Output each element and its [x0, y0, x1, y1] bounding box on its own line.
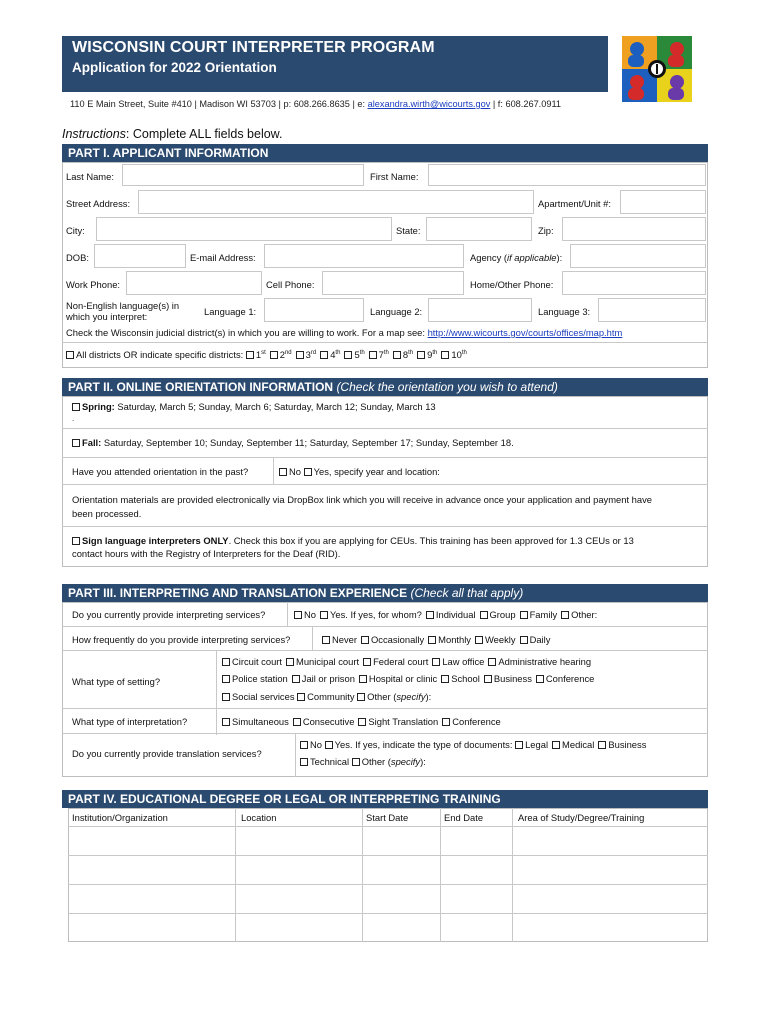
first-name-label: First Name:	[370, 171, 419, 182]
apartment-label: Apartment/Unit #:	[538, 198, 611, 209]
district-option[interactable]: 5th	[344, 349, 364, 360]
q-interpreting-services: Do you currently provide interpreting services?	[72, 609, 266, 620]
checkbox[interactable]	[441, 675, 449, 683]
interpreter-program-logo	[622, 36, 692, 102]
all-districts-checkbox[interactable]	[66, 351, 74, 359]
district-checkbox[interactable]	[369, 351, 377, 359]
district-instruction: Check the Wisconsin judicial district(s) in which you are willing to work. For a map see: http://www.wicourts.gov/courts/offices/map.htm	[66, 327, 623, 338]
district-checkbox[interactable]	[417, 351, 425, 359]
divider	[62, 708, 708, 709]
language1-label: Language 1:	[204, 306, 257, 317]
setting-option[interactable]: Administrative hearing	[488, 656, 591, 667]
fall-checkbox[interactable]	[72, 439, 80, 447]
document-type-option[interactable]: Business	[598, 739, 646, 750]
attended-options: No Yes, specify year and location:	[279, 466, 440, 477]
q-translation-services: Do you currently provide translation services?	[72, 748, 262, 759]
divider	[287, 602, 288, 626]
q-frequency-options	[322, 634, 554, 645]
translation-type-checkbox[interactable]	[352, 758, 360, 766]
materials-note-1: Orientation materials are provided electronically via DropBox link which you will receive in advance once your application and payment have	[72, 494, 652, 505]
frequency-option[interactable]: Never	[322, 634, 357, 645]
attended-yes-checkbox[interactable]	[304, 468, 312, 476]
instructions: Instructions: Complete ALL fields below.	[62, 127, 283, 141]
setting-option[interactable]: Conference	[536, 673, 594, 684]
checkbox[interactable]	[484, 675, 492, 683]
district-option[interactable]: 3rd	[296, 349, 317, 360]
q-frequency: How frequently do you provide interpreting services?	[72, 634, 291, 645]
district-map-link[interactable]: http://www.wicourts.gov/courts/offices/map.htm	[427, 327, 623, 338]
interpretation-type-option[interactable]: Consecutive	[293, 716, 355, 727]
form-subtitle: Application for 2022 Orientation	[72, 60, 277, 75]
interpreting-services-option[interactable]: Family	[520, 609, 558, 620]
divider	[62, 428, 708, 429]
divider	[62, 526, 708, 527]
sign-language-checkbox[interactable]	[72, 537, 80, 545]
divider	[62, 457, 708, 458]
district-checkbox[interactable]	[270, 351, 278, 359]
dob-field[interactable]	[94, 244, 186, 268]
interpreting-services-option[interactable]: No	[294, 609, 316, 620]
setting-option[interactable]: Jail or prison	[292, 673, 355, 684]
column-header: Location	[241, 812, 277, 823]
translation-yes-checkbox[interactable]	[325, 741, 333, 749]
interpreting-services-option[interactable]: Individual	[426, 609, 476, 620]
district-option[interactable]: 2nd	[270, 349, 292, 360]
header-banner	[62, 36, 608, 92]
checkbox[interactable]	[520, 611, 528, 619]
checkbox[interactable]	[426, 611, 434, 619]
street-address-field[interactable]	[138, 190, 534, 214]
last-name-label: Last Name:	[66, 171, 114, 182]
checkbox[interactable]	[222, 675, 230, 683]
language1-field[interactable]	[264, 298, 364, 322]
interpretation-type-option[interactable]: Sight Translation	[358, 716, 438, 727]
checkbox[interactable]	[286, 658, 294, 666]
district-checkbox[interactable]	[296, 351, 304, 359]
frequency-option[interactable]: Weekly	[475, 634, 516, 645]
q-interpretation-type-options	[222, 716, 505, 727]
q-setting-options-row1	[222, 656, 595, 667]
divider	[295, 733, 296, 777]
document-type-option[interactable]: Medical	[552, 739, 594, 750]
fall-option: Fall: Saturday, September 10; Sunday, September 11; Saturday, September 17; Sunday, September 18.	[72, 437, 514, 448]
district-checkboxes: All districts OR indicate specific districts: 1st 2nd 3rd 4th 5th 7th 8th 9th 10th	[66, 349, 471, 360]
checkbox[interactable]	[428, 636, 436, 644]
frequency-option[interactable]: Daily	[520, 634, 551, 645]
email-field[interactable]	[264, 244, 464, 268]
zip-field[interactable]	[562, 217, 706, 241]
translation-type-checkbox[interactable]	[300, 758, 308, 766]
district-option[interactable]: 9th	[417, 349, 437, 360]
q-translation-options-row2: Technical Other (specify):	[300, 756, 426, 767]
divider	[62, 626, 708, 627]
setting-option[interactable]: Police station	[222, 673, 288, 684]
divider	[68, 855, 708, 856]
checkbox[interactable]	[520, 636, 528, 644]
setting-option[interactable]: Circuit court	[222, 656, 282, 667]
divider	[362, 808, 363, 942]
attended-question: Have you attended orientation in the past?	[72, 466, 249, 477]
divider	[216, 650, 217, 735]
setting-checkbox[interactable]	[222, 693, 230, 701]
part4-table	[68, 808, 708, 942]
interpreting-services-option[interactable]: Other:	[561, 609, 597, 620]
non-english-label-2: which you interpret:	[66, 311, 148, 322]
home-phone-label: Home/Other Phone:	[470, 279, 554, 290]
district-option[interactable]: 1st	[246, 349, 266, 360]
zip-label: Zip:	[538, 225, 554, 236]
column-header: Institution/Organization	[72, 812, 168, 823]
divider	[440, 808, 441, 942]
column-header: End Date	[444, 812, 484, 823]
interpretation-type-option[interactable]: Conference	[442, 716, 500, 727]
q-interpreting-services-options	[294, 609, 601, 620]
divider	[68, 913, 708, 914]
checkbox[interactable]	[363, 658, 371, 666]
setting-option[interactable]: Federal court	[363, 656, 428, 667]
interpretation-type-option[interactable]: Simultaneous	[222, 716, 289, 727]
divider	[62, 650, 708, 651]
divider	[512, 808, 513, 942]
q-interpretation-type: What type of interpretation?	[72, 716, 188, 727]
divider	[273, 457, 274, 484]
attended-no-checkbox[interactable]	[279, 468, 287, 476]
checkbox[interactable]	[293, 718, 301, 726]
sign-language-note: contact hours with the Registry of Interpreters for the Deaf (RID).	[72, 548, 341, 559]
part1-header: PART I. APPLICANT INFORMATION	[62, 144, 708, 162]
checkbox[interactable]	[361, 636, 369, 644]
setting-checkbox[interactable]	[357, 693, 365, 701]
agency-field[interactable]	[570, 244, 706, 268]
part2-header: PART II. ONLINE ORIENTATION INFORMATION (Check the orientation you wish to attend)	[62, 378, 708, 396]
sign-language-option: Sign language interpreters ONLY. Check this box if you are applying for CEUs. This training has been approved for 1.3 CEUs or 13	[72, 535, 634, 546]
checkbox[interactable]	[320, 611, 328, 619]
first-name-field[interactable]	[428, 164, 706, 186]
q-setting-options-row3: Social services Community Other (specify):	[222, 691, 431, 702]
checkbox[interactable]	[552, 741, 560, 749]
checkbox[interactable]	[222, 718, 230, 726]
state-field[interactable]	[426, 217, 532, 241]
checkbox[interactable]	[359, 675, 367, 683]
frequency-option[interactable]: Monthly	[428, 634, 471, 645]
language2-field[interactable]	[428, 298, 532, 322]
district-option[interactable]: 7th	[369, 349, 389, 360]
checkbox[interactable]	[475, 636, 483, 644]
divider	[62, 733, 708, 734]
district-option[interactable]: 8th	[393, 349, 413, 360]
district-checkbox[interactable]	[441, 351, 449, 359]
language2-label: Language 2:	[370, 306, 423, 317]
checkbox[interactable]	[442, 718, 450, 726]
street-address-label: Street Address:	[66, 198, 131, 209]
spring-checkbox[interactable]	[72, 403, 80, 411]
last-name-field[interactable]	[122, 164, 364, 186]
column-header: Area of Study/Degree/Training	[518, 812, 645, 823]
setting-option[interactable]: Business	[484, 673, 532, 684]
checkbox[interactable]	[561, 611, 569, 619]
language3-label: Language 3:	[538, 306, 591, 317]
column-header: Start Date	[366, 812, 409, 823]
checkbox[interactable]	[294, 611, 302, 619]
checkbox[interactable]	[222, 658, 230, 666]
checkbox[interactable]	[432, 658, 440, 666]
q-translation-options-row1: No Yes. If yes, indicate the type of documents: Legal Medical Business	[300, 739, 650, 750]
district-checkbox[interactable]	[393, 351, 401, 359]
home-phone-field[interactable]	[562, 271, 706, 295]
language3-field[interactable]	[598, 298, 706, 322]
q-setting-options-row2	[222, 673, 598, 684]
setting-option[interactable]: School	[441, 673, 480, 684]
program-title: WISCONSIN COURT INTERPRETER PROGRAM	[72, 39, 435, 56]
document-type-option[interactable]: Legal	[515, 739, 548, 750]
city-label: City:	[66, 225, 85, 236]
checkbox[interactable]	[515, 741, 523, 749]
contact-info: 110 E Main Street, Suite #410 | Madison WI 53703 | p: 608.266.8635 | e: alexandra.wirth@wicourts.gov | f: 608.267.0911	[70, 99, 561, 109]
setting-option[interactable]: Hospital or clinic	[359, 673, 437, 684]
q-setting: What type of setting?	[72, 676, 161, 687]
setting-option[interactable]: Law office	[432, 656, 484, 667]
spring-option: Spring: Saturday, March 5; Sunday, March 6; Saturday, March 12; Sunday, March 13	[72, 401, 436, 412]
divider	[62, 342, 708, 343]
cell-phone-label: Cell Phone:	[266, 279, 315, 290]
cell-phone-field[interactable]	[322, 271, 464, 295]
non-english-label-1: Non-English language(s) in	[66, 300, 180, 311]
work-phone-field[interactable]	[126, 271, 262, 295]
checkbox[interactable]	[358, 718, 366, 726]
checkbox[interactable]	[322, 636, 330, 644]
district-option[interactable]: 10th	[441, 349, 466, 360]
checkbox[interactable]	[292, 675, 300, 683]
city-field[interactable]	[96, 217, 392, 241]
interpreting-services-option[interactable]: Yes. If yes, for whom?	[320, 609, 422, 620]
divider	[235, 808, 236, 942]
translation-no-checkbox[interactable]	[300, 741, 308, 749]
materials-note-2: been processed.	[72, 508, 142, 519]
part3-header: PART III. INTERPRETING AND TRANSLATION EXPERIENCE (Check all that apply)	[62, 584, 708, 602]
checkbox[interactable]	[480, 611, 488, 619]
setting-checkbox[interactable]	[297, 693, 305, 701]
divider	[68, 884, 708, 885]
checkbox[interactable]	[488, 658, 496, 666]
spring-dot: .	[72, 414, 75, 423]
district-options	[246, 349, 471, 360]
district-checkbox[interactable]	[246, 351, 254, 359]
frequency-option[interactable]: Occasionally	[361, 634, 424, 645]
agency-label: Agency (if applicable):	[470, 252, 563, 263]
district-checkbox[interactable]	[344, 351, 352, 359]
checkbox[interactable]	[598, 741, 606, 749]
divider	[68, 826, 708, 827]
checkbox[interactable]	[536, 675, 544, 683]
apartment-field[interactable]	[620, 190, 706, 214]
work-phone-label: Work Phone:	[66, 279, 121, 290]
dob-label: DOB:	[66, 252, 89, 263]
email-label: E-mail Address:	[190, 252, 256, 263]
contact-email-link[interactable]: alexandra.wirth@wicourts.gov	[367, 99, 491, 109]
district-option[interactable]: 4th	[320, 349, 340, 360]
divider	[312, 626, 313, 650]
state-label: State:	[396, 225, 421, 236]
part4-header: PART IV. EDUCATIONAL DEGREE OR LEGAL OR INTERPRETING TRAINING	[62, 790, 708, 808]
district-checkbox[interactable]	[320, 351, 328, 359]
interpreting-services-option[interactable]: Group	[480, 609, 516, 620]
setting-option[interactable]: Municipal court	[286, 656, 359, 667]
divider	[62, 484, 708, 485]
